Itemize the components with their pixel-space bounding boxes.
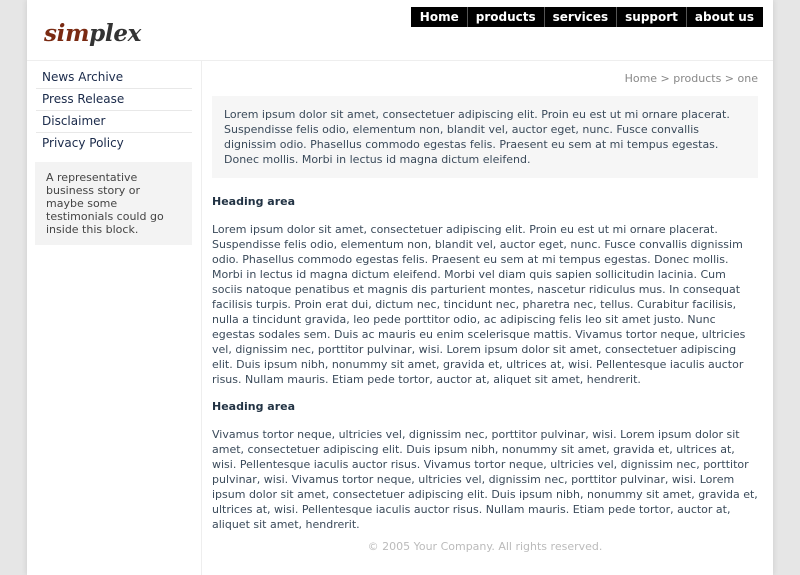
- nav-services[interactable]: services: [544, 7, 617, 27]
- nav-about-us[interactable]: about us: [686, 7, 762, 27]
- nav-support[interactable]: support: [616, 7, 686, 27]
- footer-copyright: © 2005 Your Company. All rights reserved.: [367, 540, 603, 553]
- sidebar-nav: [36, 67, 192, 154]
- intro-box: Lorem ipsum dolor sit amet, consectetuer adipiscing elit. Proin eu est ut mi ornare placerat. Suspendisse felis odio, elementum non, blandit vel, auctor eget, nunc. Fusce convallis dignissim odio. Phasellus commodo egestas felis. Praesent eu sem at mi tempus egestas. Donec mollis. Morbi in lectus id magna dictum eleifend.: [212, 96, 758, 178]
- section-paragraph: Lorem ipsum dolor sit amet, consectetuer adipiscing elit. Proin eu est ut mi ornare placerat. Suspendisse felis odio, elementum non, blandit vel, auctor eget, nunc. Fusce convallis dignissim odio. Phasellus commodo egestas felis. Praesent eu sem at mi tempus egestas. Donec mollis. Morbi in lectus id magna dictum eleifend. Morbi vel diam quis sapien sollicitudin lacinia. Cum sociis natoque penatibus et magnis dis parturient montes, nascetur ridiculus mus. In consequat facilisis turpis. Proin erat dui, dictum nec, tincidunt nec, pharetra nec, tellus. Curabitur facilisis, nulla a tincidunt gravida, leo pede porttitor odio, ac adipiscing felis leo sit amet justo. Nunc egestas sodales sem. Duis ac mauris eu enim scelerisque mattis. Vivamus tortor neque, ultricies vel, dignissim nec, porttitor pulvinar, wisi. Lorem ipsum dolor sit amet, consectetuer adipiscing elit. Duis ipsum nibh, nonummy sit amet, gravida et, ultrices at, wisi. Pellentesque iaculis auctor risus. Nullam mauris. Etiam pede tortor, auctor at, aliquet sit amet, hendrerit.: [212, 223, 746, 386]
- section-paragraph: Vivamus tortor neque, ultricies vel, dignissim nec, porttitor pulvinar, wisi. Lorem ipsum dolor sit amet, consectetuer adipiscing elit. Duis ipsum nibh, nonummy sit amet, gravida et, ultrices at, wisi. Pellentesque iaculis auctor risus. Vivamus tortor neque, ultricies vel, dignissim nec, porttitor pulvinar, wisi. Vivamus tortor neque, ultricies vel, dignissim nec, porttitor pulvinar, wisi. Lorem ipsum dolor sit amet, consectetuer adipiscing elit. Duis ipsum nibh, nonummy sit amet, gravida et, ultrices at, wisi. Pellentesque iaculis auctor risus. Nullam mauris. Etiam pede tortor, auctor at, aliquet sit amet, hendrerit.: [212, 428, 758, 531]
- sidebar: [27, 61, 202, 575]
- top-navigation: [411, 7, 763, 27]
- sidebar-item-press-release[interactable]: Press Release: [36, 89, 192, 111]
- page: [27, 0, 773, 575]
- logo-text: plex: [89, 20, 142, 47]
- sidebar-item-news-archive[interactable]: News Archive: [36, 67, 192, 89]
- sidebar-item-privacy-policy[interactable]: Privacy Policy: [42, 136, 124, 150]
- main-content: [212, 61, 758, 532]
- section-heading: Heading area: [212, 400, 295, 413]
- logo-accent-text: sim: [44, 20, 90, 47]
- site-logo[interactable]: [44, 20, 141, 47]
- section-heading: Heading area: [212, 195, 295, 208]
- nav-home[interactable]: Home: [419, 10, 459, 24]
- breadcrumb: Home > products > one: [624, 72, 758, 85]
- nav-products[interactable]: products: [467, 7, 544, 27]
- testimonial-box: A representative business story or maybe some testimonials could go inside this block.: [35, 162, 192, 245]
- sidebar-item-disclaimer[interactable]: Disclaimer: [36, 111, 192, 133]
